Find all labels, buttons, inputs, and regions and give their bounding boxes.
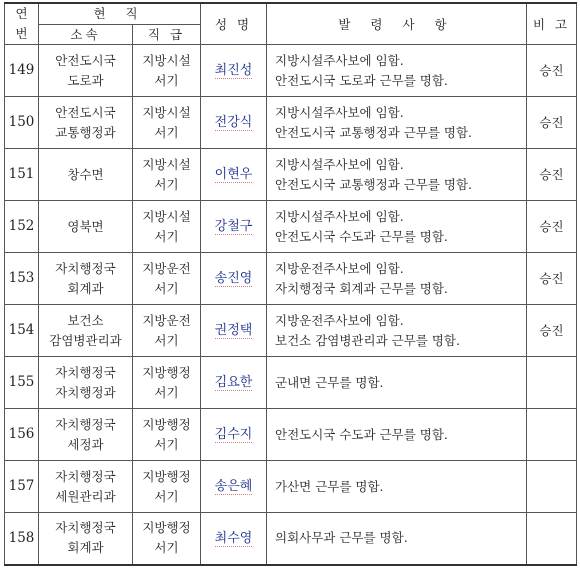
seq-number: 150	[5, 97, 39, 149]
order-cell	[267, 305, 527, 357]
table-row	[5, 357, 577, 409]
department-line-1: 보건소	[67, 312, 104, 328]
rank-line-1: 지방행정	[142, 416, 191, 432]
remarks-cell	[527, 357, 577, 409]
remarks-cell: 승진	[527, 201, 577, 253]
order-line-2: 안전도시국 수도과 근무를 명함.	[275, 228, 448, 244]
order-cell	[267, 461, 527, 513]
remarks-cell	[527, 461, 577, 513]
order-cell	[267, 253, 527, 305]
department-cell	[39, 97, 133, 149]
department-line-2: 감염병관리과	[49, 332, 122, 348]
seq-number: 151	[5, 149, 39, 201]
department-line-1: 창수면	[67, 166, 104, 182]
order-line-1: 지방시설주사보에 임함.	[275, 52, 404, 68]
order-cell	[267, 409, 527, 461]
rank-line-1: 지방운전	[142, 260, 191, 276]
department-line-1: 안전도시국	[55, 52, 116, 68]
rank-line-2: 서기	[154, 124, 179, 140]
rank-line-1: 지방운전	[142, 312, 191, 328]
rank-line-2: 서기	[154, 488, 179, 504]
order-line-2: 보건소 감염병관리과 근무를 명함.	[275, 332, 460, 348]
person-name: 송은혜	[201, 461, 267, 513]
rank-line-2: 서기	[154, 176, 179, 192]
order-cell	[267, 97, 527, 149]
person-name: 최수영	[201, 513, 267, 565]
person-name: 강철구	[201, 201, 267, 253]
order-cell	[267, 149, 527, 201]
table-row	[5, 409, 577, 461]
person-name: 이현우	[201, 149, 267, 201]
rank-cell	[133, 357, 201, 409]
order-line-1: 군내면 근무를 명함.	[275, 374, 384, 390]
order-cell	[267, 357, 527, 409]
rank-cell	[133, 253, 201, 305]
department-line-1: 안전도시국	[55, 104, 116, 120]
rank-line-2: 서기	[154, 384, 179, 400]
rank-line-1: 지방행정	[142, 468, 191, 484]
department-line-2: 회계과	[67, 540, 104, 556]
rank-cell	[133, 45, 201, 97]
table-row	[5, 45, 577, 97]
rank-line-2: 서기	[154, 72, 179, 88]
order-line-1: 지방시설주사보에 임함.	[275, 104, 404, 120]
seq-number: 158	[5, 513, 39, 565]
department-line-2: 도로과	[67, 72, 104, 88]
remarks-cell: 승진	[527, 97, 577, 149]
order-line-1: 지방운전주사보에 임함.	[275, 312, 404, 328]
department-line-2: 자치행정과	[55, 384, 116, 400]
rank-line-2: 서기	[154, 436, 179, 452]
remarks-cell: 승진	[527, 45, 577, 97]
order-line-1: 지방운전주사보에 임함.	[275, 260, 404, 276]
rank-line-2: 서기	[154, 228, 179, 244]
department-line-2: 세원관리과	[55, 488, 116, 504]
order-cell	[267, 513, 527, 565]
rank-cell	[133, 305, 201, 357]
order-cell	[267, 45, 527, 97]
rank-line-2: 서기	[154, 280, 179, 296]
department-cell	[39, 409, 133, 461]
table-body	[5, 45, 577, 565]
order-line-2: 자치행정국 회계과 근무를 명함.	[275, 280, 448, 296]
table-row	[5, 253, 577, 305]
department-line-2: 교통행정과	[55, 124, 116, 140]
rank-line-1: 지방시설	[142, 156, 191, 172]
remarks-cell: 승진	[527, 253, 577, 305]
rank-line-1: 지방시설	[142, 104, 191, 120]
rank-line-1: 지방행정	[142, 520, 191, 536]
rank-cell	[133, 201, 201, 253]
seq-number: 153	[5, 253, 39, 305]
order-line-2: 안전도시국 도로과 근무를 명함.	[275, 72, 448, 88]
seq-number: 152	[5, 201, 39, 253]
department-line-1: 자치행정국	[55, 364, 116, 380]
rank-line-1: 지방시설	[142, 208, 191, 224]
rank-cell	[133, 461, 201, 513]
person-name: 김요한	[201, 357, 267, 409]
seq-number: 149	[5, 45, 39, 97]
personnel-order-table	[4, 2, 577, 566]
department-cell	[39, 305, 133, 357]
department-line-1: 자치행정국	[55, 260, 116, 276]
department-line-1: 자치행정국	[55, 416, 116, 432]
remarks-cell	[527, 409, 577, 461]
rank-cell	[133, 409, 201, 461]
seq-number: 154	[5, 305, 39, 357]
department-cell	[39, 45, 133, 97]
table-row	[5, 513, 577, 565]
header-current: 현 직	[39, 3, 201, 24]
order-line-1: 지방시설주사보에 임함.	[275, 208, 404, 224]
department-cell	[39, 461, 133, 513]
header-remarks: 비 고	[527, 3, 577, 45]
header-rank: 직 급	[133, 24, 201, 45]
order-cell	[267, 201, 527, 253]
order-line-1: 의회사무과 근무를 명함.	[275, 530, 408, 546]
table-row	[5, 201, 577, 253]
rank-cell	[133, 149, 201, 201]
header-seq-top: 연	[15, 6, 28, 21]
order-line-2: 안전도시국 교통행정과 근무를 명함.	[275, 124, 473, 140]
department-cell	[39, 253, 133, 305]
header-department: 소속	[39, 24, 133, 45]
table-row	[5, 305, 577, 357]
person-name: 권정택	[201, 305, 267, 357]
table-row	[5, 149, 577, 201]
header-seq	[5, 3, 39, 45]
department-line-2: 회계과	[67, 280, 104, 296]
department-cell	[39, 357, 133, 409]
department-line-1: 자치행정국	[55, 468, 116, 484]
department-cell	[39, 513, 133, 565]
rank-line-1: 지방시설	[142, 52, 191, 68]
seq-number: 157	[5, 461, 39, 513]
order-line-1: 지방시설주사보에 임함.	[275, 156, 404, 172]
person-name: 최진성	[201, 45, 267, 97]
person-name: 김수지	[201, 409, 267, 461]
order-line-2: 안전도시국 교통행정과 근무를 명함.	[275, 176, 473, 192]
seq-number: 155	[5, 357, 39, 409]
header-seq-bottom: 번	[15, 26, 28, 41]
remarks-cell: 승진	[527, 149, 577, 201]
person-name: 송진영	[201, 253, 267, 305]
rank-line-2: 서기	[154, 332, 179, 348]
order-line-1: 가산면 근무를 명함.	[275, 478, 384, 494]
remarks-cell: 승진	[527, 305, 577, 357]
header-name: 성 명	[201, 3, 267, 45]
department-line-1: 영북면	[67, 218, 104, 234]
person-name: 전강식	[201, 97, 267, 149]
rank-line-1: 지방행정	[142, 364, 191, 380]
remarks-cell	[527, 513, 577, 565]
rank-cell	[133, 97, 201, 149]
department-line-1: 자치행정국	[55, 520, 116, 536]
rank-line-2: 서기	[154, 540, 179, 556]
department-cell	[39, 201, 133, 253]
header-order: 발 령 사 항	[267, 3, 527, 45]
table-row	[5, 461, 577, 513]
seq-number: 156	[5, 409, 39, 461]
table-row	[5, 97, 577, 149]
rank-cell	[133, 513, 201, 565]
department-line-2: 세정과	[67, 436, 104, 452]
department-cell	[39, 149, 133, 201]
order-line-1: 안전도시국 수도과 근무를 명함.	[275, 426, 448, 442]
